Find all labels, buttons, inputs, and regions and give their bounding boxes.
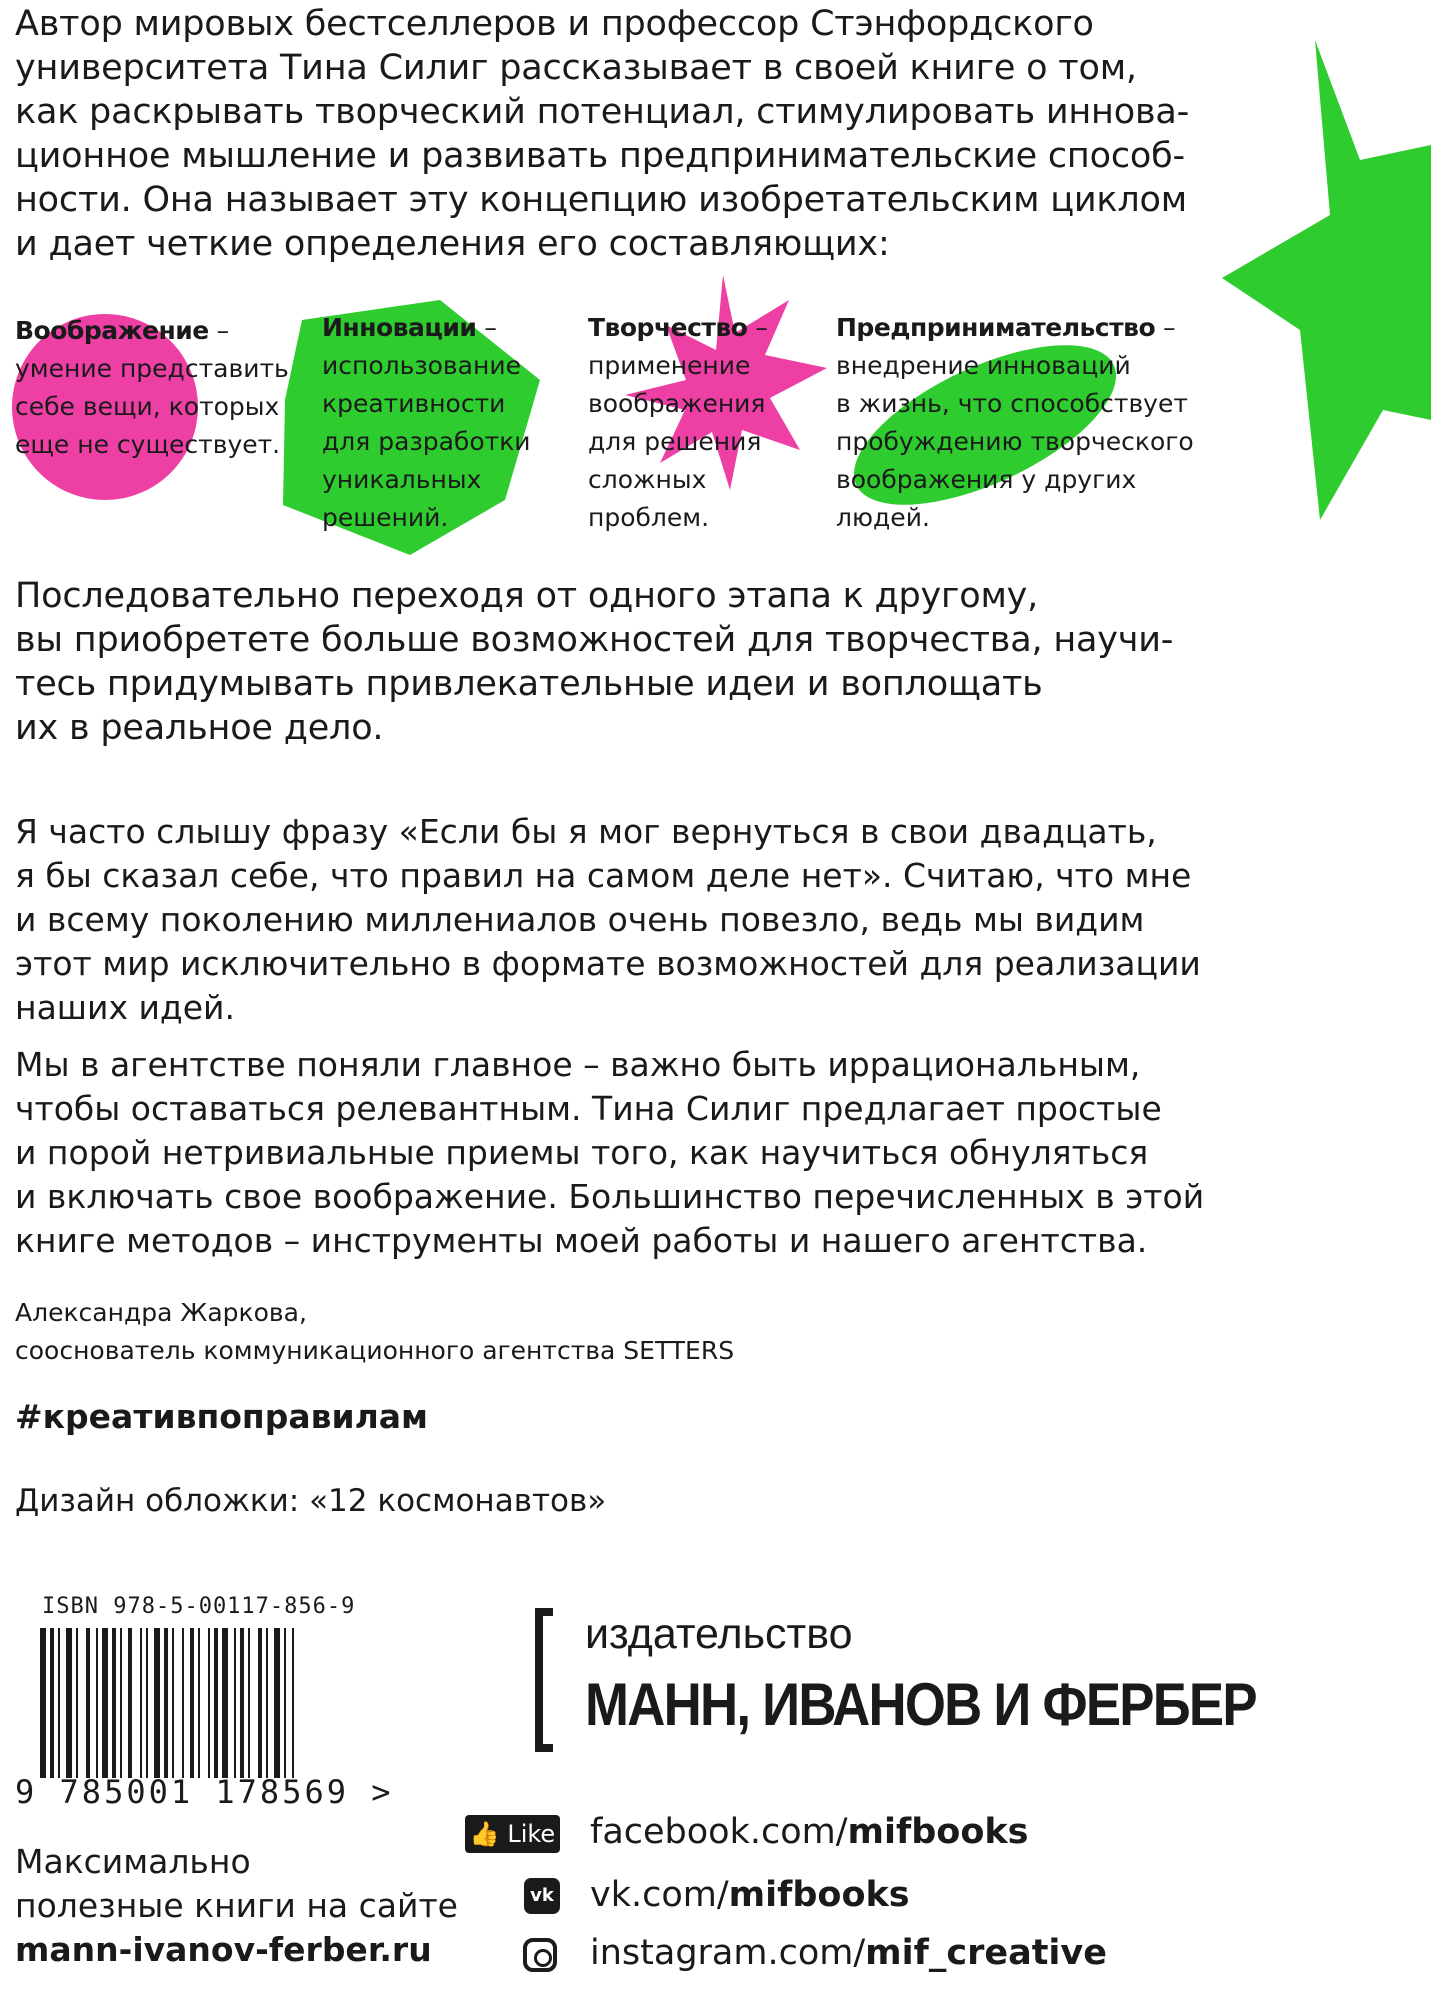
author-role: сооснователь коммуникационного агентства SETTERS <box>15 1336 735 1365</box>
vk-icon[interactable]: vk <box>524 1878 560 1914</box>
publisher-label: издательство <box>585 1610 853 1658</box>
concept-innovation: Инновации – использование креативности для разработки уникальных решений. <box>322 313 531 532</box>
concept-imagination: Воображение – умение представить себе вещи, которых еще не существует. <box>15 316 289 459</box>
concept-term: Творчество <box>588 313 748 342</box>
isbn-number: ISBN 978-5-00117-856-9 <box>42 1594 356 1619</box>
instagram-link[interactable]: instagram.com/mif_creative <box>590 1933 1107 1973</box>
green-star-shape <box>1222 40 1431 520</box>
quote-paragraph-2: Мы в агентстве поняли главное – важно быть иррациональным, чтобы оставаться релевантным. Тина Силиг предлагает простые и порой нетривиальные приемы того, как научиться обнуляться и включать свое воображение. Большинство перечисленных в этой книге методов – инструменты моей работы и нашего агентства. <box>15 1045 1205 1260</box>
concept-term: Воображение <box>15 316 209 345</box>
concept-term: Предпринимательство <box>836 313 1156 342</box>
facebook-link[interactable]: facebook.com/mifbooks <box>590 1812 1029 1852</box>
author-name: Александра Жаркова, <box>15 1298 307 1327</box>
summary-paragraph: Последовательно переходя от одного этапа к другому, вы приобретете больше возможностей для творчества, научи- тесь придумывать привлекательные идеи и воплощать их в реальное дело. <box>15 576 1174 748</box>
quote-paragraph-1: Я часто слышу фразу «Если бы я мог вернуться в свои двадцать, я бы сказал себе, что правил на самом деле нет». Считаю, что мне и всему поколению миллениалов очень повезло, ведь мы видим этот мир исключительно в формате возможностей для реализации наших идей. <box>15 812 1201 1027</box>
vk-link[interactable]: vk.com/mifbooks <box>590 1875 910 1915</box>
cover-design-credit: Дизайн обложки: «12 космонавтов» <box>15 1483 607 1519</box>
concept-creativity: Творчество – применение воображения для решения сложных проблем. <box>588 313 768 532</box>
hashtag: #креативпоправилам <box>15 1397 429 1436</box>
intro-paragraph: Автор мировых бестселлеров и профессор Стэнфордского университета Тина Силиг рассказывает в своей книге о том, как раскрывать творческий потенциал, стимулировать иннова- ционное мышление и развивать предпринимательские способ- ности. Она называет эту концепцию изобретательским циклом и дает четкие определения его составляющих: <box>15 4 1190 264</box>
website-promo: Максимально полезные книги на сайте mann-ivanov-ferber.ru <box>15 1840 458 1972</box>
facebook-like-icon[interactable]: 👍 Like <box>465 1815 560 1853</box>
barcode-digits: 9 785001 178569 > <box>15 1773 394 1811</box>
concept-term: Инновации <box>322 313 477 342</box>
concept-entrepreneurship: Предпринимательство – внедрение инноваций в жизнь, что способствует пробуждению творческого воображения у других людей. <box>836 313 1194 532</box>
publisher-name: МАНН, ИВАНОВ И ФЕРБЕР <box>585 1671 1256 1738</box>
website-link[interactable]: mann-ivanov-ferber.ru <box>15 1930 432 1969</box>
